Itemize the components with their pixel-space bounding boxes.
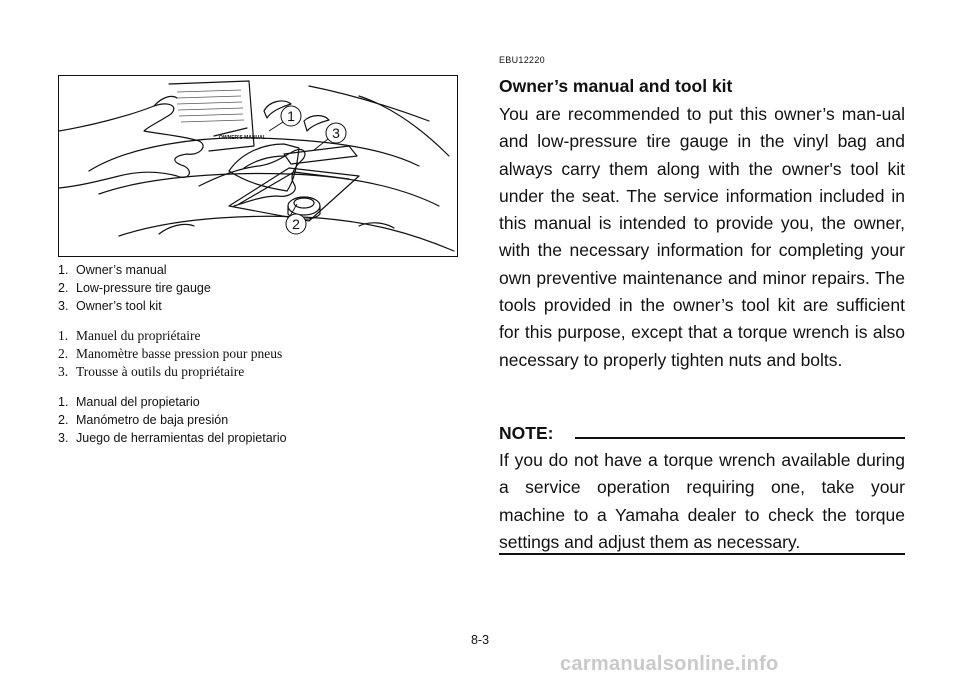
caption-item: 1. Manual del propietario bbox=[58, 395, 200, 409]
caption-spanish bbox=[58, 393, 287, 447]
watermark: carmanualsonline.info bbox=[560, 653, 779, 675]
caption-item: 3. Trousse à outils du propriétaire bbox=[58, 364, 245, 379]
section-code: EBU12220 bbox=[499, 55, 545, 65]
callout-2: 2 bbox=[292, 216, 300, 232]
caption-item: 3. Juego de herramientas del propietario bbox=[58, 431, 287, 445]
caption-item: 2. Manomètre basse pression pour pneus bbox=[58, 346, 283, 361]
caption-item: 3. Owner’s tool kit bbox=[58, 299, 162, 313]
note-end-rule bbox=[499, 553, 905, 555]
caption-english bbox=[58, 261, 211, 315]
caption-item: 1. Manuel du propriétaire bbox=[58, 328, 201, 343]
callout-3: 3 bbox=[332, 125, 340, 141]
manual-cover-text: OWNER'S MANUAL bbox=[219, 135, 266, 141]
caption-item: 2. Manómetro de baja presión bbox=[58, 413, 229, 427]
note-rule bbox=[575, 437, 905, 439]
note-header bbox=[499, 423, 905, 444]
caption-french bbox=[58, 327, 282, 381]
owners-manual-illustration bbox=[59, 76, 457, 256]
section-title: Owner’s manual and tool kit bbox=[499, 76, 733, 96]
page-number: 8-3 bbox=[470, 633, 490, 647]
caption-item: 2. Low-pressure tire gauge bbox=[58, 281, 211, 295]
caption-item: 1. Owner’s manual bbox=[58, 263, 167, 277]
section-body: You are recommended to put this owner’s man-ual and low-pressure tire gauge in the vinyl bag and always carry them along with the owner's tool kit under the seat. The service information included in this manual is intended to provide you, the owner, with the necessary information for completing your own preventive maintenance and minor repairs. The tools provided in the owner’s tool kit are sufficient for this purpose, except that a torque wrench is also necessary to properly tighten nuts and bolts. bbox=[499, 104, 905, 370]
callout-1: 1 bbox=[287, 108, 295, 124]
note-text: If you do not have a torque wrench available during a service operation requiring one, take your machine to a Yamaha dealer to check the torque settings and adjust them as necessary. bbox=[499, 450, 905, 552]
illustration-frame bbox=[58, 75, 458, 257]
note-label: NOTE: bbox=[499, 423, 554, 443]
